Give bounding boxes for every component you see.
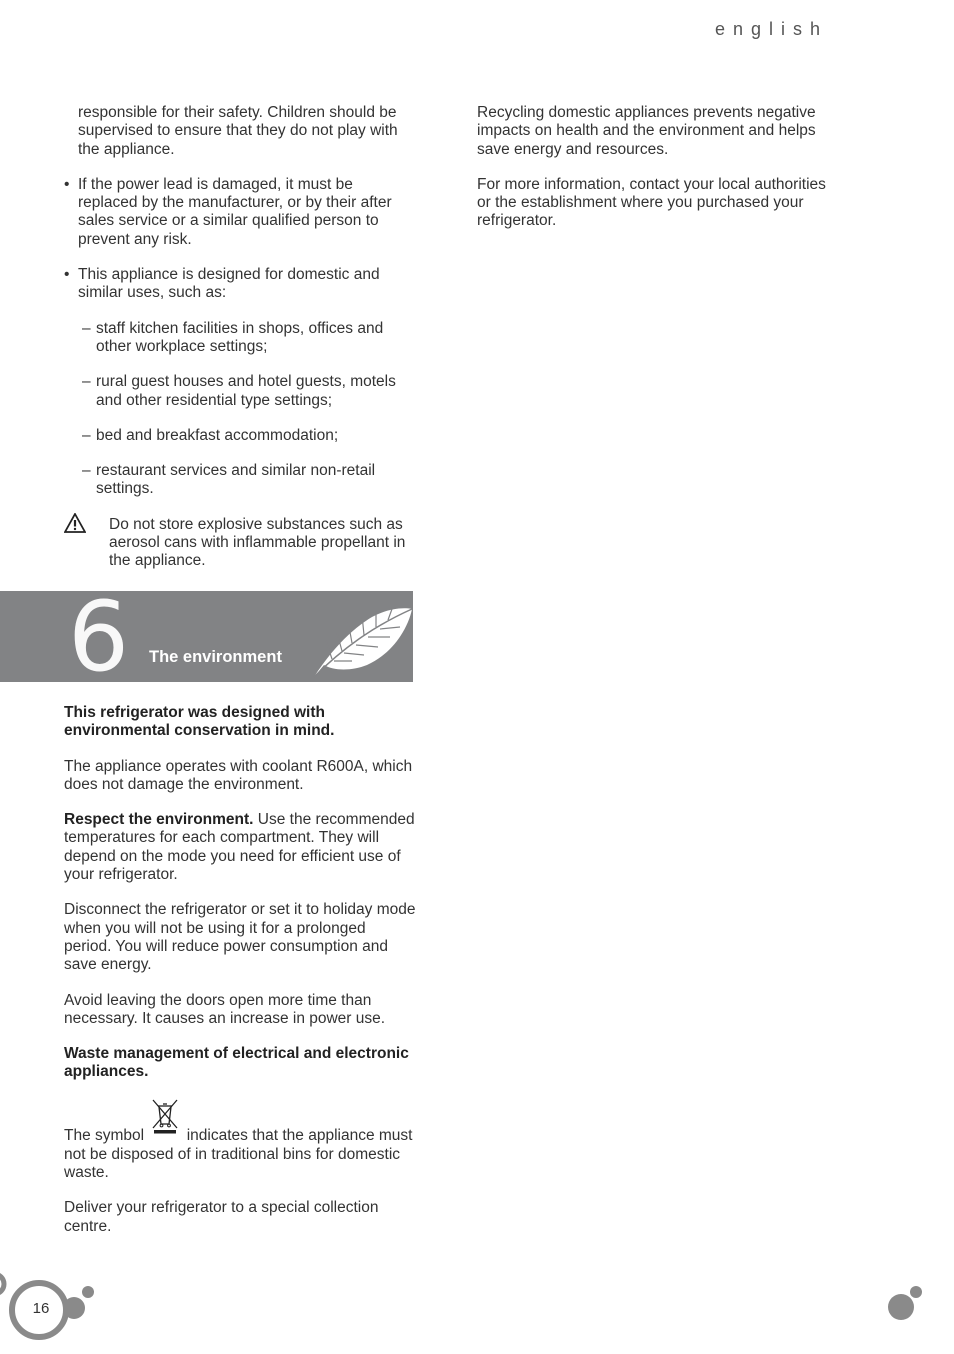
crossed-bin-icon [150,1098,180,1134]
warning-note [64,516,416,571]
dash-item [64,320,416,357]
dash-item [64,427,416,445]
bullet-text: This appliance is designed for domestic and similar uses, such as: [78,266,380,302]
respect-text: Use the recommended temperatures for each compartment. They will depend on the mode you need for efficient use of your refrigerator. [64,811,415,884]
more-info-paragraph: For more information, contact your local authorities or the establishment where you purchased your refrigerator. [477,175,826,230]
right-column [477,104,837,248]
section-title: The environment [149,648,282,666]
bullet-mark: • [64,175,70,193]
language-label: english [714,19,828,39]
respect-heading: Respect the environment. [64,811,254,829]
page-number: 16 [32,1300,50,1317]
dash-text: restaurant services and similar non-retail settings. [96,462,376,498]
disconnect-paragraph: Disconnect the refrigerator or set it to holiday mode when you will not be using it for a prolonged period. You will reduce power consumption and save energy. [64,901,416,974]
recycling-paragraph: Recycling domestic appliances prevents negative impacts on health and the environment and helps save energy and resources. [477,104,816,158]
coolant-paragraph: The appliance operates with coolant R600A, which does not damage the environment. [64,757,413,793]
symbol-text-before: The symbol [64,1126,149,1144]
bullet-power-lead [64,176,416,249]
warning-text: Do not store explosive substances such as aerosol cans with inflammable propellant in the appliance. [109,515,406,570]
waste-heading: Waste management of electrical and electronic appliances. [64,1045,409,1081]
dash-mark: – [82,462,91,480]
bullet-domestic-use [64,266,416,303]
continued-paragraph: responsible for their safety. Children should be supervised to ensure that they do not play with the appliance. [78,104,398,158]
left-column-top [64,104,416,588]
leaf-icon [312,599,413,679]
bullet-text: If the power lead is damaged, it must be replaced by the manufacturer, or by their after sales service or a similar qualified person to prevent any risk. [78,175,392,248]
dash-item [64,373,416,410]
dash-text: staff kitchen facilities in shops, offices and other workplace settings; [96,319,384,355]
doors-paragraph: Avoid leaving the doors open more time than necessary. It causes an increase in power use. [64,991,386,1027]
dash-item [64,462,416,499]
section-banner [0,591,413,682]
dash-mark: – [82,373,91,391]
environment-intro: This refrigerator was designed with environmental conservation in mind. [64,704,335,740]
symbol-paragraph [64,1110,416,1183]
symbol-text-after: indicates that the appliance must not be disposed of in traditional bins for domestic waste. [64,1126,413,1182]
dash-text: bed and breakfast accommodation; [96,426,339,444]
dash-mark: – [82,426,91,444]
dash-text: rural guest houses and hotel guests, motels and other residential type settings; [96,373,396,409]
environment-section [64,704,416,1253]
deliver-paragraph: Deliver your refrigerator to a special collection centre. [64,1199,379,1235]
dash-mark: – [82,319,91,337]
respect-paragraph [64,811,416,884]
section-number: 6 [68,591,130,682]
footer-dots-decoration [880,1280,930,1325]
warning-triangle-icon [64,513,86,533]
bullet-mark: • [64,266,70,284]
